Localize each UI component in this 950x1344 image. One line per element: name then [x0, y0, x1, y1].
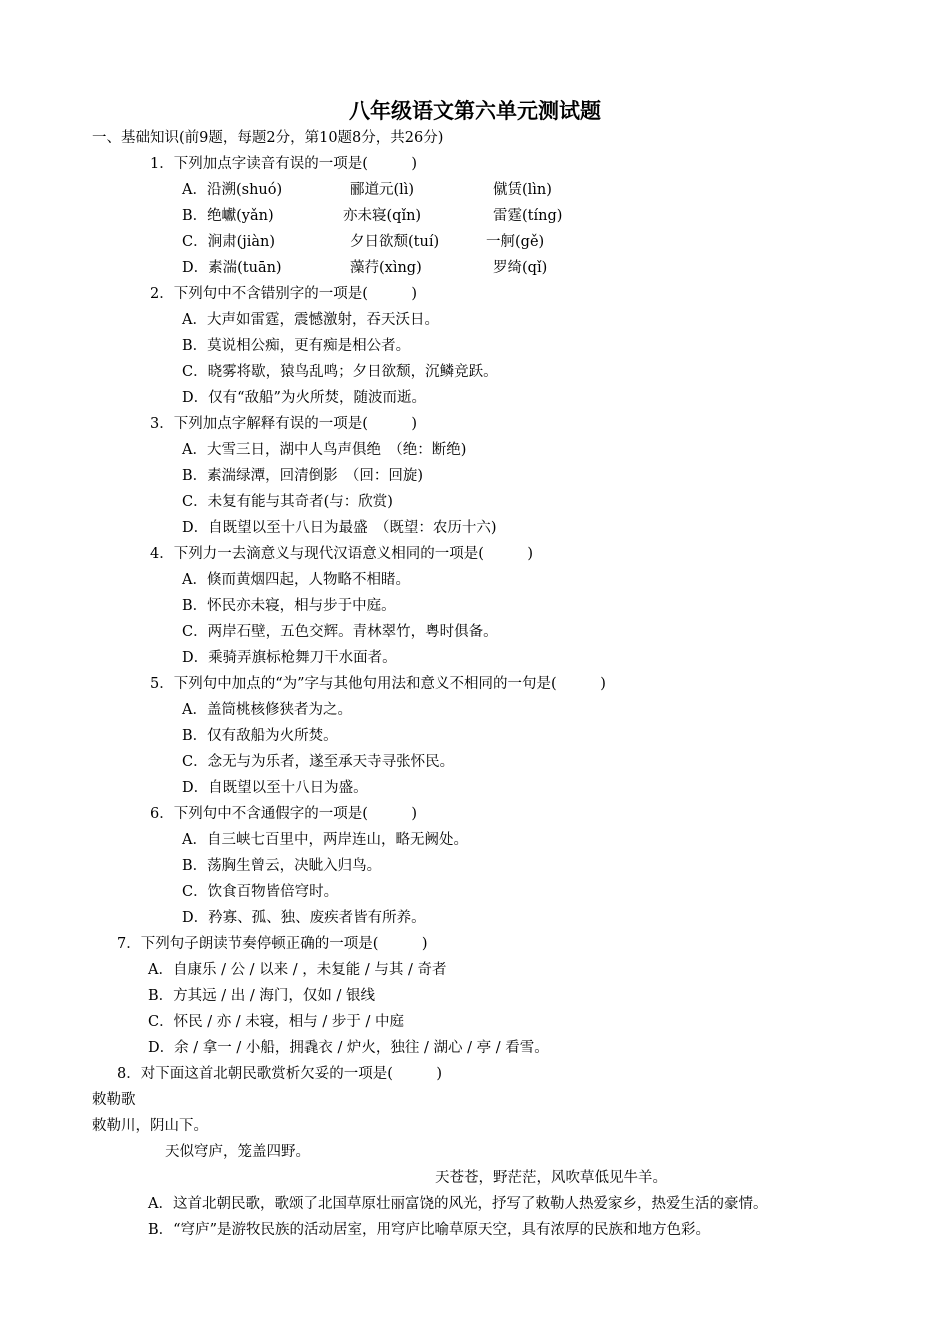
- q7-option-c: C．怀民 / 亦 / 未寝，相与 / 步于 / 中庭: [148, 1014, 405, 1030]
- q2-option-a: A．大声如雷霆，震憾激射，吞天沃日。: [182, 312, 439, 328]
- q1-option-d-3: 罗绮(qǐ): [493, 260, 548, 276]
- q5-option-a: A．盖筒桃核修狭者为之。: [182, 702, 352, 718]
- q4-option-d: D．乘骑弄旗标枪舞刀干水面者。: [182, 650, 397, 666]
- q7-option-a: A．自康乐 / 公 / 以来 / ，未复能 / 与其 / 奇者: [148, 962, 447, 978]
- q6-option-d: D．矜寡、孤、独、废疾者皆有所养。: [182, 910, 426, 926]
- q1-option-d-1: D．素湍(tuān): [182, 260, 282, 276]
- poem-line-2: 天似穹庐，笼盖四野。: [165, 1144, 310, 1160]
- q1-option-b-2: 亦未寝(qǐn): [343, 208, 422, 224]
- q3-option-c: C．未复有能与其奇者(与：欣赏): [182, 494, 393, 510]
- q4-option-a: A．倏而黄烟四起，人物略不相睹。: [182, 572, 410, 588]
- q5-option-c: C．念无与为乐者，遂至承天寺寻张怀民。: [182, 754, 455, 770]
- q8-option-b: B．“穹庐”是游牧民族的活动居室，用穹庐比喻草原天空，具有浓厚的民族和地方色彩。: [148, 1222, 710, 1238]
- q2-option-b: B．莫说相公痴，更有痴是相公者。: [182, 338, 411, 354]
- q6-option-c: C．饮食百物皆倍穹时。: [182, 884, 339, 900]
- q6-option-b: B．荡胸生曾云，决眦入归鸟。: [182, 858, 382, 874]
- question-3-stem: 3．下列加点字解释有误的一项是( ): [150, 416, 418, 432]
- q1-option-a-1: A．沿溯(shuó): [182, 182, 283, 198]
- q8-option-a: A．这首北朝民歌，歌颂了北国草原壮丽富饶的风光，抒写了敕勒人热爱家乡，热爱生活的豪情。: [148, 1196, 768, 1212]
- q7-option-d: D．余 / 拿一 / 小船，拥毳衣 / 炉火，独往 / 湖心 / 亭 / 看雪。: [148, 1040, 549, 1056]
- question-7-stem: 7．下列句子朗读节奏停顿正确的一项是( ): [117, 936, 428, 952]
- q1-option-c-2: 夕日欲颓(tuí): [350, 234, 440, 250]
- q1-option-b-3: 雷霆(tíng): [493, 208, 563, 224]
- q3-option-d: D．自既望以至十八日为最盛 （既望：农历十六): [182, 520, 497, 536]
- poem-title: 敕勒歌: [92, 1092, 136, 1108]
- section-heading: 一、基础知识(前9题，每题2分，第10题8分，共26分): [92, 130, 444, 146]
- q1-option-d-2: 藻荇(xìng): [350, 260, 422, 276]
- question-4-stem: 4．下列力一去滴意义与现代汉语意义相同的一项是( ): [150, 546, 534, 562]
- q5-option-d: D．自既望以至十八日为盛。: [182, 780, 368, 796]
- q4-option-c: C．两岸石壁，五色交辉。青林翠竹，粤时俱备。: [182, 624, 498, 640]
- question-1-stem: 1．下列加点字读音有误的一项是( ): [150, 156, 418, 172]
- q1-option-a-3: 僦赁(lìn): [493, 182, 552, 198]
- q6-option-a: A．自三峡七百里中，两岸连山，略无阙处。: [182, 832, 468, 848]
- page-title: 八年级语文第六单元测试题: [349, 98, 601, 123]
- q2-option-c: C．晓雾将歇，猿鸟乱鸣；夕日欲颓，沉鳞竞跃。: [182, 364, 498, 380]
- question-8-stem: 8．对下面这首北朝民歌赏析欠妥的一项是( ): [117, 1066, 443, 1082]
- q1-option-c-3: 一舸(gě): [486, 234, 545, 250]
- q1-option-a-2: 郦道元(lì): [350, 182, 415, 198]
- q3-option-b: B．素湍绿潭，回清倒影 （回：回旋): [182, 468, 424, 484]
- poem-line-1: 敕勒川，阴山下。: [92, 1118, 208, 1134]
- question-2-stem: 2．下列句中不含错别字的一项是( ): [150, 286, 418, 302]
- q5-option-b: B．仅有敌船为火所焚。: [182, 728, 338, 744]
- question-6-stem: 6．下列句中不含通假字的一项是( ): [150, 806, 418, 822]
- q1-option-c-1: C．涧肃(jiàn): [182, 234, 276, 250]
- question-5-stem: 5．下列句中加点的“为”字与其他句用法和意义不相同的一句是( ): [150, 676, 606, 692]
- q3-option-a: A．大雪三日，湖中人鸟声俱绝 （绝：断绝): [182, 442, 467, 458]
- q1-option-b-1: B．绝巘(yǎn): [182, 208, 274, 224]
- q2-option-d: D．仅有“敌船”为火所焚，随波而逝。: [182, 390, 426, 406]
- q7-option-b: B．方其远 / 出 / 海门，仅如 / 银线: [148, 988, 375, 1004]
- q4-option-b: B．怀民亦未寝，相与步于中庭。: [182, 598, 396, 614]
- poem-line-3: 天苍苍，野茫茫，风吹草低见牛羊。: [435, 1170, 667, 1186]
